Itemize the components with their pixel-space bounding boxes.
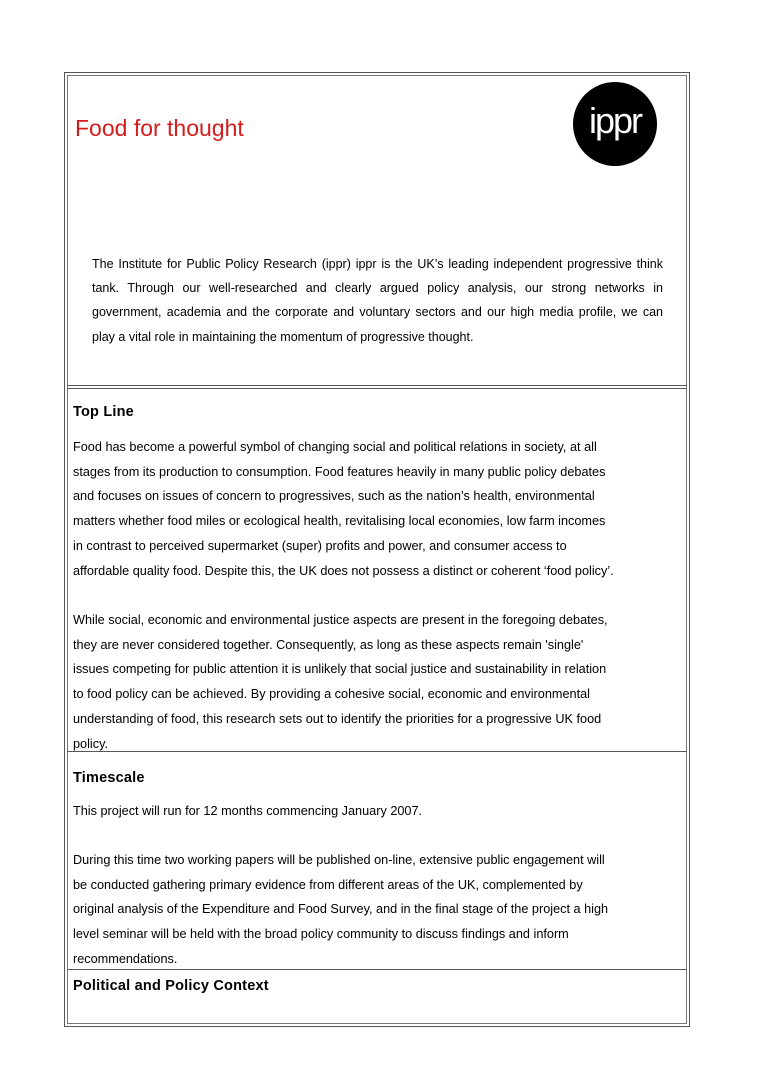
text-line: Food has become a powerful symbol of changing social and political relations in society, at all [73, 440, 597, 454]
text-line: stages from its production to consumption. Food features heavily in many public policy debates [73, 464, 606, 479]
top-line-heading: Top Line [73, 404, 134, 420]
intro-line: The Institute for Public Policy Research (ippr) ippr is the UK’s leading independent [92, 257, 568, 271]
intro-line: high media profile, we can play a vital role in maintaining the momentum of progressive [92, 305, 663, 344]
section-divider [67, 385, 687, 386]
timescale-paragraph-1 [73, 799, 685, 824]
text-line: While social, economic and environmental justice aspects are present in the foregoing debates, [73, 613, 608, 627]
text-line: in contrast to perceived supermarket (super) profits and power, and consumer access to [73, 538, 567, 553]
political-context-heading: Political and Policy Context [73, 978, 269, 994]
intro-paragraph [92, 252, 663, 349]
top-line-paragraph-2 [73, 608, 685, 756]
text-line: During this time two working papers will be published on-line, extensive public engagement will [73, 853, 605, 867]
ippr-logo-text: ippr [588, 100, 642, 141]
text-line: understanding of food, this research sets out to identify the priorities for a progressive UK food [73, 711, 602, 726]
text-line: affordable quality food. Despite this, the UK does not possess a distinct or coherent ‘food policy’. [73, 563, 614, 578]
text-line: matters whether food miles or ecological health, revitalising local economies, low farm incomes [73, 514, 606, 529]
text-line: and focuses on issues of concern to progressives, such as the nation’s health, environmental [73, 489, 595, 504]
text-line: original analysis of the Expenditure and Food Survey, and in the final stage of the project a high [73, 902, 609, 917]
text-line: issues competing for public attention it is unlikely that social justice and sustainability in relation [73, 662, 607, 677]
ippr-logo [573, 82, 657, 166]
timescale-heading: Timescale [73, 770, 145, 786]
text-line: to food policy can be achieved. By providing a cohesive social, economic and environmental [73, 687, 590, 702]
document-title: Food for thought [75, 115, 244, 141]
text-line: level seminar will be held with the broad policy community to discuss findings and inform [73, 927, 569, 942]
top-line-paragraph-1 [73, 435, 685, 583]
section-divider [67, 969, 687, 970]
text-line: they are never considered together. Consequently, as long as these aspects remain 'single' [73, 637, 584, 652]
text-line: policy. [73, 736, 109, 751]
timescale-paragraph-2 [73, 848, 685, 972]
intro-line: progressive think tank. Through our well-researched and clearly argued policy analysis, our [92, 257, 663, 296]
text-line: be conducted gathering primary evidence from different areas of the UK, complemented by [73, 877, 583, 892]
text-line: This project will run for 12 months commencing January 2007. [73, 804, 423, 818]
section-divider [67, 388, 687, 389]
section-divider [67, 751, 687, 752]
text-line: recommendations. [73, 951, 178, 966]
intro-line: thought. [428, 329, 474, 344]
intro-line: strong networks in government, academia and the corporate and voluntary sectors and our [92, 281, 664, 320]
